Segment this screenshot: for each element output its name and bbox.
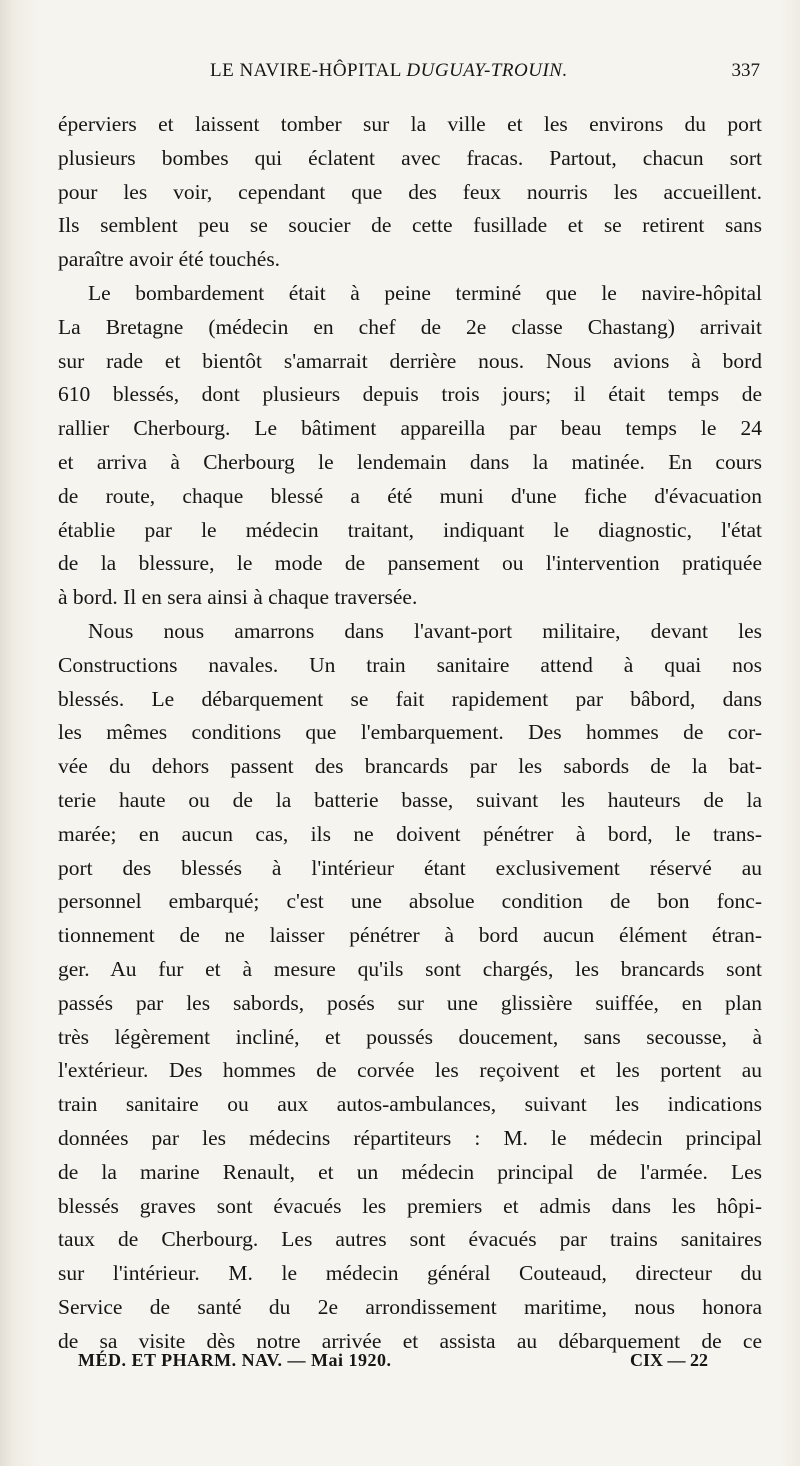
text-line: éperviers et laissent tomber sur la ville et les environs du port [58, 112, 762, 136]
text-line: l'extérieur. Des hommes de corvée les reçoivent et les portent au [58, 1058, 762, 1083]
text-line: à bord. Il en sera ainsi à chaque traversée. [58, 585, 418, 610]
running-title [210, 60, 568, 82]
text-line: sur rade et bientôt s'amarrait derrière nous. Nous avions à bord [58, 348, 762, 373]
text-line: Nous nous amarrons dans l'avant-port militaire, devant les [88, 618, 762, 643]
text-line: très légèrement incliné, et poussés doucement, sans secousse, à [58, 1024, 762, 1049]
text-line: établie par le médecin traitant, indiquant le diagnostic, l'état [58, 517, 762, 542]
text-line: rallier Cherbourg. Le bâtiment appareilla par beau temps le 24 [58, 416, 762, 441]
text-line: données par les médecins répartiteurs : M. le médecin principal [58, 1125, 762, 1150]
footer-journal-reference: MÉD. ET PHARM. NAV. — Mai 1920. [78, 1350, 392, 1370]
text-line: Service de santé du 2e arrondissement maritime, nous honora [58, 1294, 762, 1319]
text-line: port des blessés à l'intérieur étant exclusivement réservé au [58, 855, 762, 880]
text-line: pour les voir, cependant que des feux nourris les accueillent. [58, 179, 762, 204]
text-line: Ils semblent peu se soucier de cette fusillade et se retirent sans [58, 213, 762, 238]
footer-signature-mark: CIX — 22 [629, 1350, 708, 1370]
text-line: sur l'intérieur. M. le médecin général Couteaud, directeur du [58, 1261, 762, 1286]
text-line: les mêmes conditions que l'embarquement. Des hommes de cor- [58, 720, 762, 745]
running-title-ship: DUGUAY-TROUIN. [406, 60, 568, 81]
text-line: de route, chaque blessé a été muni d'une fiche d'évacuation [58, 483, 762, 508]
text-line: de sa visite dès notre arrivée et assista au débarquement de ce [58, 1328, 762, 1353]
text-line: Le bombardement était à peine terminé que le navire-hôpital [88, 280, 762, 305]
page-number: 337 [731, 60, 760, 81]
page-header [60, 60, 760, 90]
text-line: marée; en aucun cas, ils ne doivent pénétrer à bord, le trans- [58, 821, 762, 846]
text-line: personnel embarqué; c'est une absolue condition de bon fonc- [58, 889, 762, 914]
body-text [58, 108, 762, 1358]
text-line: train sanitaire ou aux autos-ambulances, suivant les indications [58, 1092, 762, 1117]
text-line: plusieurs bombes qui éclatent avec fracas. Partout, chacun sort [58, 145, 762, 170]
text-line: taux de Cherbourg. Les autres sont évacués par trains sanitaires [58, 1227, 762, 1252]
text-line: Constructions navales. Un train sanitaire attend à quai nos [58, 652, 762, 677]
page-footer [78, 1350, 708, 1380]
paragraph [58, 615, 762, 1359]
text-line: vée du dehors passent des brancards par les sabords de la bat- [58, 754, 762, 779]
text-line: passés par les sabords, posés sur une glissière suiffée, en plan [58, 990, 762, 1015]
text-line: blessés. Le débarquement se fait rapidement par bâbord, dans [58, 686, 762, 711]
text-line: tionnement de ne laisser pénétrer à bord aucun élément étran- [58, 923, 762, 948]
text-line: ger. Au fur et à mesure qu'ils sont chargés, les brancards sont [58, 956, 762, 981]
text-line: 610 blessés, dont plusieurs depuis trois jours; il était temps de [58, 382, 762, 407]
text-line: de la marine Renault, et un médecin principal de l'armée. Les [58, 1159, 762, 1184]
text-line: blessés graves sont évacués les premiers et admis dans les hôpi- [58, 1193, 762, 1218]
text-line: terie haute ou de la batterie basse, suivant les hauteurs de la [58, 787, 762, 812]
paragraph [58, 108, 762, 277]
running-title-prefix: LE NAVIRE-HÔPITAL [210, 60, 407, 81]
text-line: La Bretagne (médecin en chef de 2e classe Chastang) arrivait [58, 314, 762, 339]
text-line: paraître avoir été touchés. [58, 247, 281, 272]
paragraph [58, 277, 762, 615]
text-line: et arriva à Cherbourg le lendemain dans la matinée. En cours [58, 449, 762, 474]
text-line: de la blessure, le mode de pansement ou l'intervention pratiquée [58, 551, 762, 576]
